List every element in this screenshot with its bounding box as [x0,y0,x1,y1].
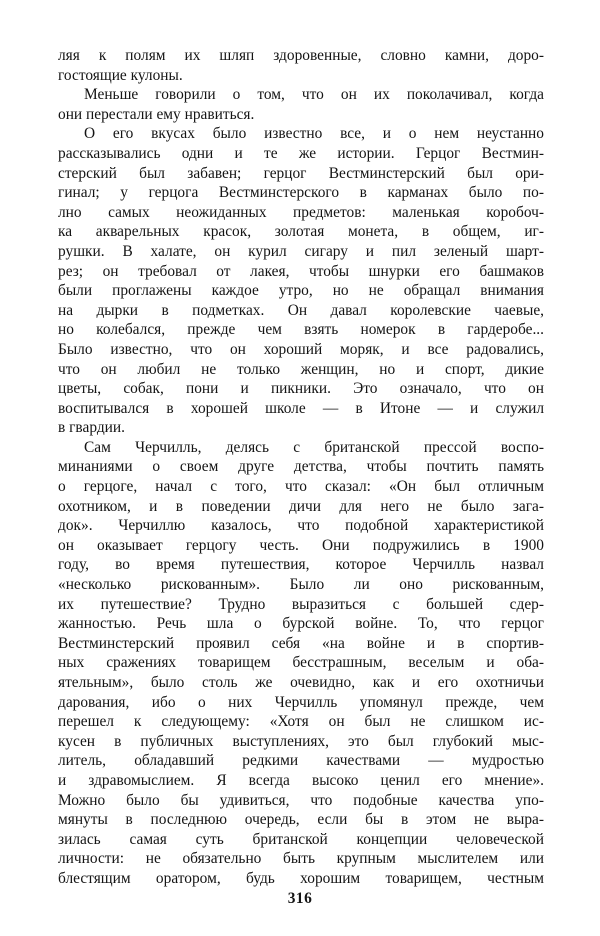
text-line: году, во время путешествия, которое Черчилль назвал [58,556,544,574]
text-line: воспитывался в хорошей школе — в Итоне — и служил [58,399,544,417]
text-line: кусен в публичных выступлениях, это был глубокий мыс- [58,732,544,750]
text-line: о герцоге, начал с того, что сказал: «Он был отличным [58,478,544,496]
text-line: гинал; у герцога Вестминстерского в карманах было по- [58,184,544,202]
text-line: Меньше говорили о том, что он их поколачивал, когда [84,86,544,104]
text-line: он оказывает герцогу честь. Они подружились в 1900 [58,536,544,554]
page-body [58,46,544,889]
paragraph-3 [58,124,544,438]
text-line: в гвардии. [58,419,125,437]
text-line: литель, обладавший редкими качествами — мудростью [58,752,544,770]
text-line: рез; он требовал от лакея, чтобы шнурки его башмаков [58,262,544,280]
text-line: ляя к полям их шляп здоровенные, словно камни, доро- [58,47,544,64]
text-line: жанностью. Речь шла о бурской войне. То, что герцог [58,615,544,633]
text-line: Сам Черчилль, делясь с британской прессой воспо- [84,438,544,456]
paragraph-1 [58,46,544,85]
text-line: лно самых неожиданных предметов: маленькая коробоч- [58,203,544,221]
page-number: 316 [287,890,313,907]
text-line: блестящим оратором, будь хорошим товарищем, честным [58,869,544,887]
text-line: гостоящие кулоны. [58,66,183,84]
text-line: цветы, собак, пони и пикники. Это означало, что он [58,380,544,398]
text-line: дарования, ибо о них Черчилль упомянул прежде, чем [58,693,544,711]
text-line: стерский был забавен; герцог Вестминстерский был ори- [58,164,544,182]
text-line: мянуты в последнюю очередь, если бы в этом не выра- [58,811,544,829]
text-line: на дырки в подметках. Он давал королевские чаевые, [58,301,544,319]
text-line: рассказывались одни и те же истории. Герцог Вестмин- [58,144,544,162]
text-line: «несколько рискованным». Было ли оно рискованным, [58,576,544,594]
text-line: ных сражениях товарищем бесстрашным, веселым и оба- [58,654,544,672]
paragraph-2 [58,85,544,124]
text-line: минаниями о своем друге детства, чтобы почтить память [58,458,544,476]
text-line: Можно было бы удивиться, что подобные качества упо- [58,791,544,809]
text-line: Было известно, что он хороший моряк, и все радовались, [58,340,544,358]
text-line: Вестминстерский проявил себя «на войне и в спортив- [58,634,544,652]
text-line: ятельным», было столь же очевидно, как и его охотничьи [58,674,544,691]
text-line: ка акварельных красок, золотая монета, в общем, иг- [58,223,544,241]
text-line: личности: не обязательно быть крупным мыслителем или [58,850,544,868]
text-line: и здравомыслием. Я всегда высоко ценил его мнение». [58,771,544,789]
text-line: О его вкусах было известно все, и о нем неустанно [84,125,544,143]
text-line: были проглажены каждое утро, но не обращал внимания [58,282,544,300]
text-line: док». Черчиллю казалось, что подобной характеристикой [58,517,544,535]
text-line: перешел к следующему: «Хотя он был не слишком ис- [58,713,544,731]
text-line: рушки. В халате, он курил сигару и пил зеленый шарт- [58,242,544,260]
text-line: что он любил не только женщин, но и спорт, дикие [58,360,544,378]
text-line: но колебался, прежде чем взять номерок в гардеробе... [58,321,544,339]
text-line: их путешествие? Трудно выразиться с большей сдер- [58,595,544,613]
text-line: они перестали ему нравиться. [58,105,255,123]
paragraph-4 [58,438,544,889]
text-line: зилась самая суть британской концепции человеческой [58,830,544,848]
text-line: охотником, и в поведении дичи для него не было зага- [58,497,544,515]
